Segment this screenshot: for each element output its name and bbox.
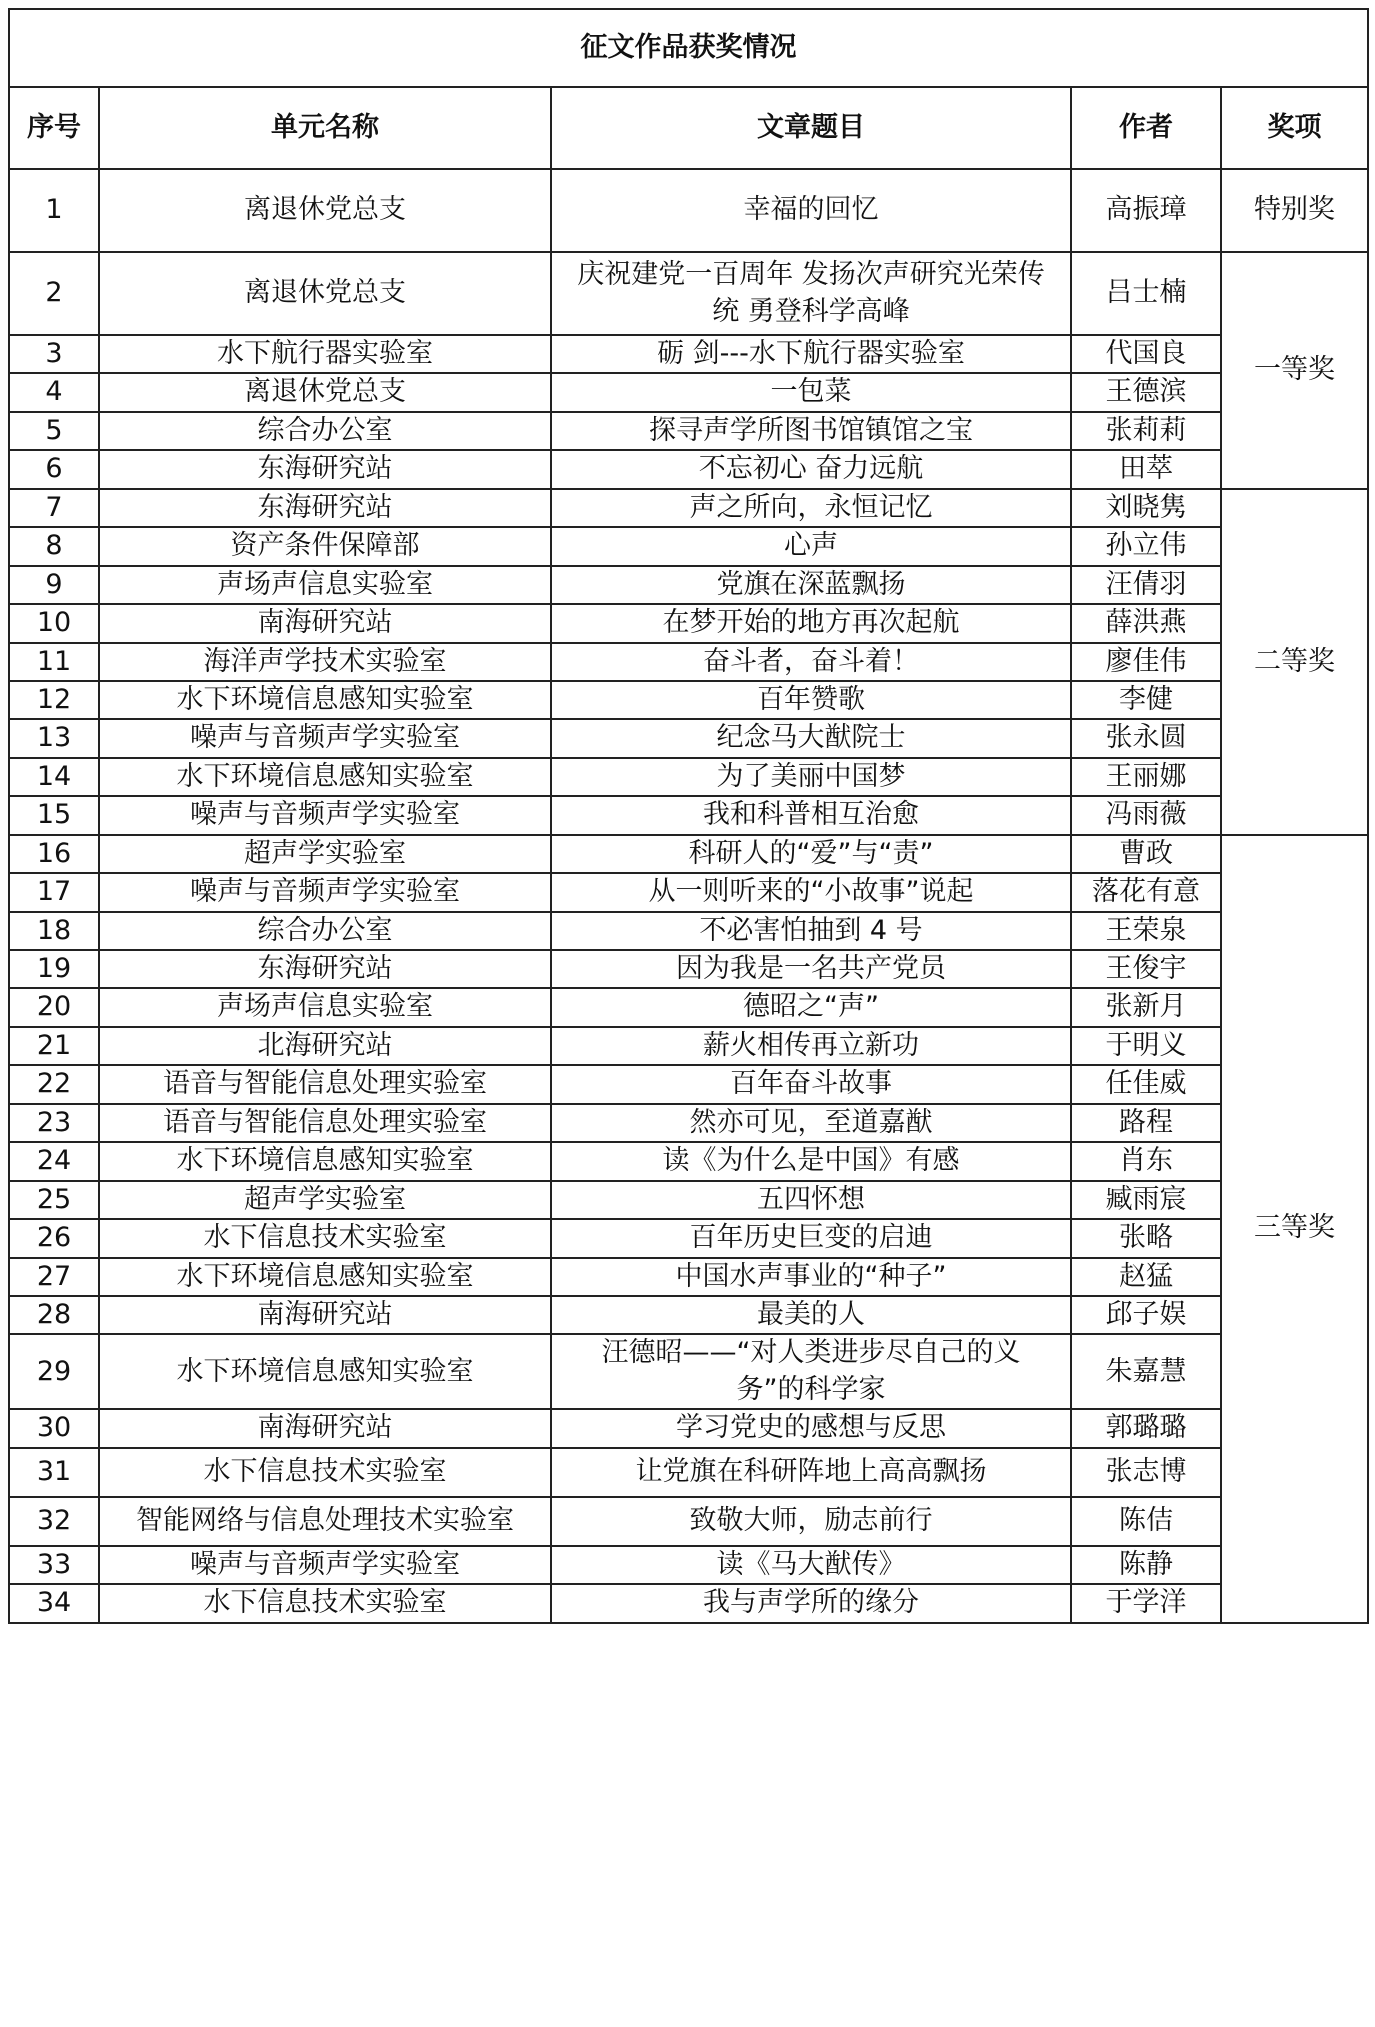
row-index: 12 bbox=[9, 681, 99, 719]
row-unit: 噪声与音频声学实验室 bbox=[99, 1546, 551, 1584]
row-unit: 南海研究站 bbox=[99, 1296, 551, 1334]
table-row bbox=[9, 1448, 1368, 1497]
row-index: 11 bbox=[9, 643, 99, 681]
table-row bbox=[9, 796, 1368, 834]
row-author: 邱子娱 bbox=[1071, 1296, 1221, 1334]
row-title: 学习党史的感想与反思 bbox=[551, 1409, 1071, 1447]
row-unit: 水下信息技术实验室 bbox=[99, 1448, 551, 1497]
row-title: 不忘初心 奋力远航 bbox=[551, 450, 1071, 488]
row-author: 任佳威 bbox=[1071, 1065, 1221, 1103]
row-index: 14 bbox=[9, 758, 99, 796]
row-unit: 超声学实验室 bbox=[99, 1181, 551, 1219]
row-index: 31 bbox=[9, 1448, 99, 1497]
table-row bbox=[9, 950, 1368, 988]
table-row bbox=[9, 758, 1368, 796]
row-index: 21 bbox=[9, 1027, 99, 1065]
row-author: 田萃 bbox=[1071, 450, 1221, 488]
row-author: 肖东 bbox=[1071, 1142, 1221, 1180]
row-index: 25 bbox=[9, 1181, 99, 1219]
row-author: 张志博 bbox=[1071, 1448, 1221, 1497]
row-author: 张莉莉 bbox=[1071, 412, 1221, 450]
table-row bbox=[9, 566, 1368, 604]
row-author: 孙立伟 bbox=[1071, 527, 1221, 565]
row-unit: 超声学实验室 bbox=[99, 835, 551, 873]
row-index: 15 bbox=[9, 796, 99, 834]
row-unit: 语音与智能信息处理实验室 bbox=[99, 1065, 551, 1103]
row-index: 4 bbox=[9, 373, 99, 411]
row-unit: 水下环境信息感知实验室 bbox=[99, 681, 551, 719]
row-author: 李健 bbox=[1071, 681, 1221, 719]
row-index: 26 bbox=[9, 1219, 99, 1257]
row-index: 10 bbox=[9, 604, 99, 642]
row-unit: 资产条件保障部 bbox=[99, 527, 551, 565]
row-index: 1 bbox=[9, 169, 99, 252]
row-author: 廖佳伟 bbox=[1071, 643, 1221, 681]
table-row bbox=[9, 681, 1368, 719]
row-title: 读《马大猷传》 bbox=[551, 1546, 1071, 1584]
table-row bbox=[9, 1546, 1368, 1584]
row-title: 百年历史巨变的启迪 bbox=[551, 1219, 1071, 1257]
row-unit: 南海研究站 bbox=[99, 604, 551, 642]
row-unit: 南海研究站 bbox=[99, 1409, 551, 1447]
row-unit: 噪声与音频声学实验室 bbox=[99, 796, 551, 834]
award-sheet bbox=[8, 8, 1367, 1624]
row-author: 高振璋 bbox=[1071, 169, 1221, 252]
row-title: 五四怀想 bbox=[551, 1181, 1071, 1219]
row-author: 曹政 bbox=[1071, 835, 1221, 873]
row-title: 探寻声学所图书馆镇馆之宝 bbox=[551, 412, 1071, 450]
table-row bbox=[9, 643, 1368, 681]
row-index: 32 bbox=[9, 1497, 99, 1546]
row-title: 不必害怕抽到 4 号 bbox=[551, 912, 1071, 950]
row-author: 路程 bbox=[1071, 1104, 1221, 1142]
row-author: 郭璐璐 bbox=[1071, 1409, 1221, 1447]
row-unit: 水下环境信息感知实验室 bbox=[99, 1142, 551, 1180]
row-author: 朱嘉慧 bbox=[1071, 1334, 1221, 1409]
row-index: 18 bbox=[9, 912, 99, 950]
row-author: 张新月 bbox=[1071, 988, 1221, 1026]
row-title: 从一则听来的“小故事”说起 bbox=[551, 873, 1071, 911]
header-index: 序号 bbox=[9, 87, 99, 169]
table-row bbox=[9, 527, 1368, 565]
table-row bbox=[9, 412, 1368, 450]
table-row bbox=[9, 1027, 1368, 1065]
row-index: 27 bbox=[9, 1258, 99, 1296]
header-article: 文章题目 bbox=[551, 87, 1071, 169]
row-title: 庆祝建党一百周年 发扬次声研究光荣传统 勇登科学高峰 bbox=[551, 252, 1071, 335]
row-unit: 水下信息技术实验室 bbox=[99, 1584, 551, 1622]
header-award: 奖项 bbox=[1221, 87, 1368, 169]
table-row bbox=[9, 873, 1368, 911]
row-unit: 东海研究站 bbox=[99, 489, 551, 527]
table-row bbox=[9, 252, 1368, 335]
row-author: 落花有意 bbox=[1071, 873, 1221, 911]
row-index: 3 bbox=[9, 335, 99, 373]
row-author: 薛洪燕 bbox=[1071, 604, 1221, 642]
table-row bbox=[9, 912, 1368, 950]
row-title: 纪念马大猷院士 bbox=[551, 719, 1071, 757]
row-unit: 离退休党总支 bbox=[99, 252, 551, 335]
row-author: 陈佶 bbox=[1071, 1497, 1221, 1546]
table-row bbox=[9, 373, 1368, 411]
table-row bbox=[9, 169, 1368, 252]
row-author: 汪倩羽 bbox=[1071, 566, 1221, 604]
row-title: 科研人的“爱”与“责” bbox=[551, 835, 1071, 873]
row-index: 8 bbox=[9, 527, 99, 565]
row-title: 一包菜 bbox=[551, 373, 1071, 411]
row-unit: 北海研究站 bbox=[99, 1027, 551, 1065]
table-row bbox=[9, 1409, 1368, 1447]
table-row bbox=[9, 1334, 1368, 1409]
row-title: 在梦开始的地方再次起航 bbox=[551, 604, 1071, 642]
row-title: 心声 bbox=[551, 527, 1071, 565]
row-index: 30 bbox=[9, 1409, 99, 1447]
row-unit: 水下航行器实验室 bbox=[99, 335, 551, 373]
row-unit: 噪声与音频声学实验室 bbox=[99, 719, 551, 757]
row-unit: 声场声信息实验室 bbox=[99, 566, 551, 604]
table-row bbox=[9, 1104, 1368, 1142]
row-unit: 水下环境信息感知实验室 bbox=[99, 1258, 551, 1296]
table-row bbox=[9, 604, 1368, 642]
row-unit: 综合办公室 bbox=[99, 412, 551, 450]
table-row bbox=[9, 988, 1368, 1026]
row-unit: 离退休党总支 bbox=[99, 169, 551, 252]
table-row bbox=[9, 1584, 1368, 1622]
row-index: 17 bbox=[9, 873, 99, 911]
row-author: 臧雨宸 bbox=[1071, 1181, 1221, 1219]
row-index: 29 bbox=[9, 1334, 99, 1409]
row-author: 王德滨 bbox=[1071, 373, 1221, 411]
header-author: 作者 bbox=[1071, 87, 1221, 169]
table-row bbox=[9, 1497, 1368, 1546]
table-row bbox=[9, 1142, 1368, 1180]
row-unit: 东海研究站 bbox=[99, 450, 551, 488]
row-unit: 声场声信息实验室 bbox=[99, 988, 551, 1026]
row-index: 34 bbox=[9, 1584, 99, 1622]
table-row bbox=[9, 1219, 1368, 1257]
award-cell: 特别奖 bbox=[1221, 169, 1368, 252]
table-row bbox=[9, 450, 1368, 488]
row-unit: 智能网络与信息处理技术实验室 bbox=[99, 1497, 551, 1546]
row-title: 因为我是一名共产党员 bbox=[551, 950, 1071, 988]
row-author: 冯雨薇 bbox=[1071, 796, 1221, 834]
row-title: 党旗在深蓝飘扬 bbox=[551, 566, 1071, 604]
row-index: 9 bbox=[9, 566, 99, 604]
award-cell: 一等奖 bbox=[1221, 252, 1368, 489]
award-cell: 三等奖 bbox=[1221, 835, 1368, 1623]
row-author: 张永圆 bbox=[1071, 719, 1221, 757]
table-row bbox=[9, 835, 1368, 873]
row-title: 奋斗者，奋斗着！ bbox=[551, 643, 1071, 681]
table-row bbox=[9, 1065, 1368, 1103]
table-title: 征文作品获奖情况 bbox=[9, 9, 1368, 87]
row-title: 砺 剑---水下航行器实验室 bbox=[551, 335, 1071, 373]
awards-table bbox=[8, 8, 1369, 1624]
row-title: 德昭之“声” bbox=[551, 988, 1071, 1026]
table-row bbox=[9, 1296, 1368, 1334]
row-index: 33 bbox=[9, 1546, 99, 1584]
row-author: 于明义 bbox=[1071, 1027, 1221, 1065]
table-row bbox=[9, 489, 1368, 527]
table-body bbox=[9, 169, 1368, 1623]
row-author: 王丽娜 bbox=[1071, 758, 1221, 796]
header-unit: 单元名称 bbox=[99, 87, 551, 169]
row-index: 7 bbox=[9, 489, 99, 527]
row-author: 张略 bbox=[1071, 1219, 1221, 1257]
row-index: 22 bbox=[9, 1065, 99, 1103]
row-unit: 噪声与音频声学实验室 bbox=[99, 873, 551, 911]
row-author: 吕士楠 bbox=[1071, 252, 1221, 335]
row-title: 最美的人 bbox=[551, 1296, 1071, 1334]
row-title: 我和科普相互治愈 bbox=[551, 796, 1071, 834]
row-author: 刘晓隽 bbox=[1071, 489, 1221, 527]
row-title: 声之所向，永恒记忆 bbox=[551, 489, 1071, 527]
row-index: 16 bbox=[9, 835, 99, 873]
row-title: 让党旗在科研阵地上高高飘扬 bbox=[551, 1448, 1071, 1497]
table-row bbox=[9, 1181, 1368, 1219]
row-title: 致敬大师，励志前行 bbox=[551, 1497, 1071, 1546]
row-index: 23 bbox=[9, 1104, 99, 1142]
row-unit: 语音与智能信息处理实验室 bbox=[99, 1104, 551, 1142]
row-title: 百年赞歌 bbox=[551, 681, 1071, 719]
row-author: 陈静 bbox=[1071, 1546, 1221, 1584]
row-title: 读《为什么是中国》有感 bbox=[551, 1142, 1071, 1180]
row-title: 为了美丽中国梦 bbox=[551, 758, 1071, 796]
row-title: 汪德昭——“对人类进步尽自己的义务”的科学家 bbox=[551, 1334, 1071, 1409]
row-title: 我与声学所的缘分 bbox=[551, 1584, 1071, 1622]
row-index: 28 bbox=[9, 1296, 99, 1334]
row-title: 薪火相传再立新功 bbox=[551, 1027, 1071, 1065]
row-title: 幸福的回忆 bbox=[551, 169, 1071, 252]
row-index: 24 bbox=[9, 1142, 99, 1180]
row-unit: 离退休党总支 bbox=[99, 373, 551, 411]
row-index: 6 bbox=[9, 450, 99, 488]
row-title: 中国水声事业的“种子” bbox=[551, 1258, 1071, 1296]
row-author: 于学洋 bbox=[1071, 1584, 1221, 1622]
row-title: 百年奋斗故事 bbox=[551, 1065, 1071, 1103]
row-index: 13 bbox=[9, 719, 99, 757]
row-unit: 水下信息技术实验室 bbox=[99, 1219, 551, 1257]
row-index: 5 bbox=[9, 412, 99, 450]
row-title: 然亦可见，至道嘉猷 bbox=[551, 1104, 1071, 1142]
award-cell: 二等奖 bbox=[1221, 489, 1368, 835]
table-row bbox=[9, 335, 1368, 373]
row-unit: 水下环境信息感知实验室 bbox=[99, 1334, 551, 1409]
row-unit: 综合办公室 bbox=[99, 912, 551, 950]
row-author: 王俊宇 bbox=[1071, 950, 1221, 988]
table-row bbox=[9, 1258, 1368, 1296]
row-index: 20 bbox=[9, 988, 99, 1026]
row-author: 赵猛 bbox=[1071, 1258, 1221, 1296]
row-unit: 水下环境信息感知实验室 bbox=[99, 758, 551, 796]
row-index: 19 bbox=[9, 950, 99, 988]
row-author: 王荣泉 bbox=[1071, 912, 1221, 950]
row-unit: 东海研究站 bbox=[99, 950, 551, 988]
row-author: 代国良 bbox=[1071, 335, 1221, 373]
row-index: 2 bbox=[9, 252, 99, 335]
header-row bbox=[9, 87, 1368, 169]
table-row bbox=[9, 719, 1368, 757]
row-unit: 海洋声学技术实验室 bbox=[99, 643, 551, 681]
